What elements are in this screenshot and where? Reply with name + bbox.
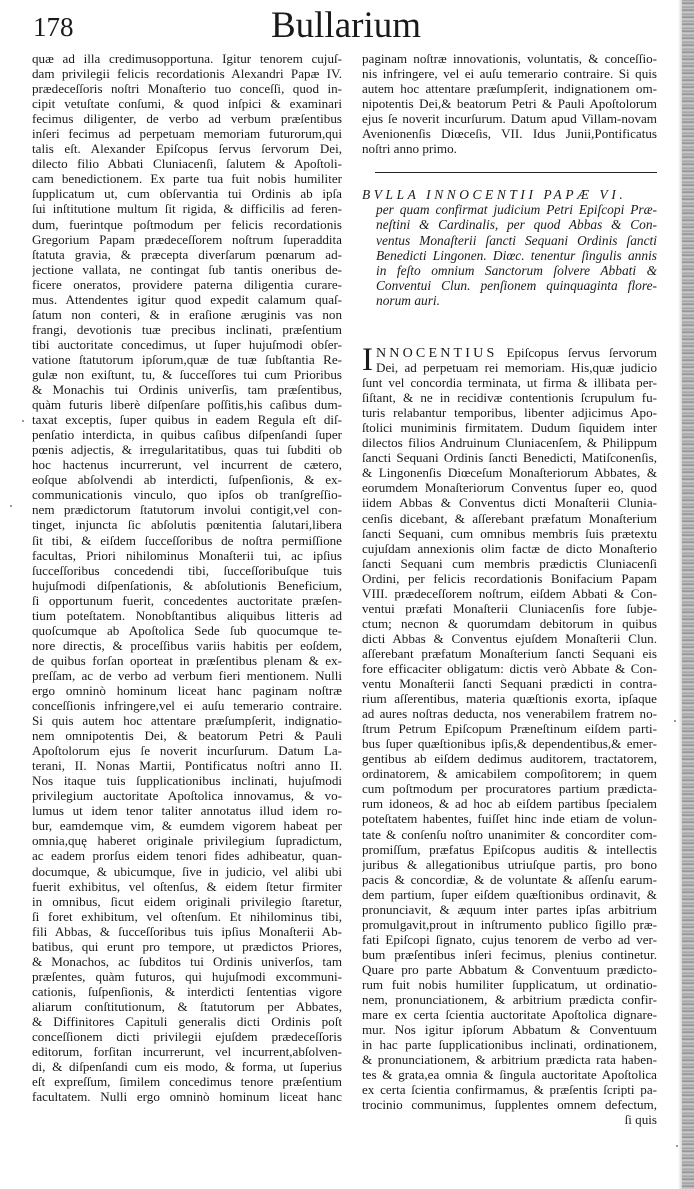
text-line: lumus ut idem tenor taliter annotatus illud idem ro- bbox=[32, 803, 342, 819]
text-line: hoc hactenus incurrerunt, vel incurrent de cætero, bbox=[32, 457, 342, 473]
text-line: ejus ſe noverit incurſurum. Datum apud Villam-novam bbox=[362, 111, 657, 127]
text-line: aſſerebant præfatum Monaſterium ſancti Sequani eis bbox=[362, 645, 657, 661]
text-line: ctum; necnon & quorumdam debitorum in quibus bbox=[362, 615, 657, 631]
running-head: Bullarium bbox=[270, 5, 422, 46]
text-line: quoſcumque ab Apoſtolica Sede ſub quocumque te- bbox=[32, 622, 342, 638]
left-column-text bbox=[32, 51, 342, 1104]
text-line: VIII. prædeceſſorem noſtrum, eiſdem Abbati & Con- bbox=[362, 585, 657, 601]
text-line: ſupplicatum ut, cum obſervantia tui Ordinis ab ipſa bbox=[32, 186, 342, 202]
text-line: editorum, forſitan incurrerunt, vel incurrent,abſolven- bbox=[32, 1044, 342, 1060]
text-line: privilegium auctoritate Apoſtolica innovamus, & vo- bbox=[32, 788, 342, 804]
text-line: jectione vallata, ne contingat ſub tantis oneribus de- bbox=[32, 261, 342, 277]
text-line: frangi, devotionis tuæ precibus inclinati, præſentium bbox=[32, 321, 342, 337]
text-line: in feſto omnium Sanctorum ſolvere Abbati & bbox=[376, 262, 657, 278]
text-line: gentibus ab eiſdem dedimus auditorem, tractatorem, bbox=[362, 751, 657, 767]
text-line: penſatio interdicta, in quibus caſibus diſpenſandi ſuper bbox=[32, 427, 342, 443]
text-line: in hac parte ſupplicationibus inclinati, ordinationem, bbox=[362, 1037, 657, 1053]
text-line: autem hoc attentare præſumpſerit, indignationem om- bbox=[362, 81, 657, 97]
text-line: & pronunciationem, & arbitrium prædicta rata haben- bbox=[362, 1052, 657, 1068]
text-line: quàm futuris liberè diſpenſare poſſitis,his caſibus dum- bbox=[32, 397, 342, 413]
text-line: fati Epiſcopi ſignato, cujus tenorem de verbo ad ver- bbox=[362, 931, 657, 947]
text-line: terani, II. Nonas Martii, Pontificatus noſtri anno II. bbox=[32, 758, 342, 774]
text-line: cam benedictionem. Ex parte tua fuit nobis humiliter bbox=[32, 171, 342, 187]
text-line: dam privilegii felicis recordationis Alexandri Papæ IV. bbox=[32, 66, 342, 82]
text-line: gulæ non exiſtunt, tu, & ſucceſſores tui cum Prioribus bbox=[32, 366, 342, 382]
right-column-continuation bbox=[362, 51, 657, 156]
text-line: ſunt vel concordia terminata, ut firma & illibata per- bbox=[362, 375, 657, 391]
text-line: tes & grata,ea omnia & ſingula auctoritate Apoſtolica bbox=[362, 1067, 657, 1083]
drop-cap: I bbox=[362, 342, 373, 378]
text-line: nis infringere, vel ei auſu temerario contraire. Si quis bbox=[362, 66, 657, 82]
text-line: inſeri fecimus ad perpetuam memoriam futurorum,qui bbox=[32, 126, 342, 142]
text-line: fecimus diligenter, de verbo ad verbum præſentibus bbox=[32, 111, 342, 127]
text-line: pœnis adjectis, & irregularitatibus, quas tui ſubditi ob bbox=[32, 442, 342, 458]
text-line: trocinio communimus, ſupplentes omnem defectum, bbox=[362, 1097, 657, 1113]
text-line: ſancti Sequani, cum omnibus membris ſuis prætextu bbox=[362, 525, 657, 541]
text-line: quæ ad illa credimusopportuna. Igitur tenorem cujuſ- bbox=[32, 51, 342, 66]
text-line: Quare pro parte Abbatum & Conventuum prædicto- bbox=[362, 961, 657, 977]
text-line: cationis, ſuſpenſionis, & interdicti ſententias vigore bbox=[32, 983, 342, 999]
text-line: & Diffinitores Capituli generalis dicti Ordinis poſt bbox=[32, 1014, 342, 1029]
text-line: fili Abbas, & ſucceſſoribus tuis ipſius Monaſterii Ab- bbox=[32, 923, 342, 939]
text-line: nem, pronunciationem, & arbitrium prædicta confir- bbox=[362, 992, 657, 1008]
text-line: turis relabantur temporibus, libenter adjicimus Apo- bbox=[362, 405, 657, 421]
text-line: ac eadem prorſus eidem tenori fides adhibeatur, quan- bbox=[32, 848, 342, 864]
text-line: dem partium, ſuper eiſdem quæſtionibus ordinavit, & bbox=[362, 886, 657, 902]
text-line: dum, fuerintque poſtmodum per felicis recordationis bbox=[32, 216, 342, 232]
text-line: tinget, injuncta ſic abſolutis pœnitentia ſalutari,libera bbox=[32, 517, 342, 533]
text-line: Ordini, per felicis recordationis Bonifacium Papam bbox=[362, 570, 657, 586]
text-line: per quam confirmat judicium Petri Epiſcopi Præ- bbox=[376, 202, 657, 218]
text-line: taxat exceptis, ſuper quibus in eadem Regula eſt diſ- bbox=[32, 412, 342, 428]
bull-body bbox=[362, 342, 657, 1128]
text-line: Gregorium Papam prædeceſſorem noſtrum ſuperaddita bbox=[32, 231, 342, 247]
text-line: dicti Abbas & Conventus ejuſdem Monaſterii Clun. bbox=[362, 630, 657, 646]
text-line: promulgavit,prout in inſtrumento publico ſigillo præ- bbox=[362, 916, 657, 932]
text-line: ſtolici muniminis firmitatem. Dudum ſiquidem inter bbox=[362, 420, 657, 436]
text-line: ſit tibi, & eiſdem ſucceſſoribus de noſtra permiſſione bbox=[32, 532, 342, 548]
text-line: conceſſionem dicti privilegii ejuſdem prædeceſſoris bbox=[32, 1029, 342, 1045]
text-line: Conventui Clun. penſionem quinquaginta flore- bbox=[376, 278, 657, 294]
text-line: ſui inſtitutione multum ſit rigida, & difficilis ad feren- bbox=[32, 201, 342, 217]
text-line: cipit vetuſtate conſumi, & quod inſpici & examinari bbox=[32, 96, 342, 112]
text-line: hujuſmodi diſpenſationis, & abſolutionis Beneficium, bbox=[32, 577, 342, 593]
text-line: ſancti Sequani cum membris prædictis Cluniacenſi bbox=[362, 555, 657, 571]
body-line-1 bbox=[376, 345, 657, 360]
scan-speck bbox=[674, 720, 676, 722]
text-line: mur. Nos igitur ipſorum Abbatum & Conventuum bbox=[362, 1022, 657, 1038]
text-line: ſancti Sequani Ordinis ſancti Benedicti, Matiſconenſis, bbox=[362, 450, 657, 466]
text-line: ſiſtant, & ne in recidivæ contentionis ſcrupulum fu- bbox=[362, 390, 657, 406]
text-line: pacis & concordiæ, & de voluntate & aſſenſu earum- bbox=[362, 871, 657, 887]
text-line: talis eſt. Alexander Epiſcopus ſervus ſervorum Dei, bbox=[32, 141, 342, 157]
text-line: ventus Monaſterii ſancti Sequani Ordinis ſancti bbox=[376, 232, 657, 248]
section-divider-rule bbox=[375, 172, 657, 173]
text-line: Nos itaque tuis ſupplicationibus inclinati, hujuſmodi bbox=[32, 773, 342, 789]
text-line: ſtatuta gravia, & præcepta diverſarum pœnarum ad- bbox=[32, 246, 342, 262]
text-line: Si quis autem hoc attentare præſumpſerit, indignatio- bbox=[32, 713, 342, 729]
text-line: & Monachis tui Ordinis univerſis, tam præſentibus, bbox=[32, 382, 342, 398]
bull-heading bbox=[362, 187, 657, 309]
text-line: neſtini & Cardinalis, per quod Abbas & Con- bbox=[376, 217, 657, 233]
body-line-2: Dei, ad perpetuam rei memoriam. His,quæ judicio bbox=[376, 360, 657, 376]
catchword: ſi quis bbox=[624, 1112, 657, 1128]
text-line: ergo omninò hominum liceat hanc paginam noſtræ bbox=[32, 682, 342, 698]
text-line: ſucceſſoribus concedendi tibi, ſucceſſoribuſque tuis bbox=[32, 562, 342, 578]
scan-speck bbox=[10, 505, 12, 507]
text-line: tium poteſtatem. Nonobſtantibus aliquibus litteris ad bbox=[32, 607, 342, 623]
text-line: batibus, qui erunt pro tempore, ut prædictos Priores, bbox=[32, 938, 342, 954]
page-number: 178 bbox=[33, 12, 74, 42]
text-line: omnia,quę haberet originale privilegium ſupradictum, bbox=[32, 833, 342, 849]
text-line: & Monachos, ac ſubditos tui Ordinis univerſos, tam bbox=[32, 953, 342, 969]
text-line: ordinatorem, & amicabilem compoſitorem; in quem bbox=[362, 766, 657, 782]
bull-title: BVLLA INNOCENTII PAPÆ VI. bbox=[362, 187, 627, 202]
body-lines bbox=[362, 375, 657, 1112]
text-line: ficere oneratos, providere paterna diligentia curare- bbox=[32, 276, 342, 292]
text-line: poteſtatem habentes, fuiſſet hinc inde etiam de volun- bbox=[362, 811, 657, 827]
text-line: nore directis, & proceſſibus variis habitis per eoſdem, bbox=[32, 637, 342, 653]
text-line: norum auri. bbox=[376, 293, 440, 309]
text-line: facultatem. Nulli ergo omninò hominum liceat hanc bbox=[32, 1089, 342, 1105]
text-line: eoſque abſolvendi ab interdicti, ſuſpenſionis, & ex- bbox=[32, 472, 342, 488]
text-line: ventu Monaſterii ſancti Sequani prædicti in contra- bbox=[362, 676, 657, 692]
text-line: juribus & allegationibus utriuſque partis, pro bono bbox=[362, 856, 657, 872]
text-line: in omnibus, ſicut eidem originali privilegio ſtaretur, bbox=[32, 893, 342, 909]
text-line: di, & diſpenſandi cum eis modo, & forma, ut ſuperius bbox=[32, 1059, 342, 1075]
text-line: vatione ſtatutorum ipſorum,quæ de tuæ ſubſtantia Re- bbox=[32, 351, 342, 367]
text-line: nem omnipotentis Dei, & beatorum Petri & Pauli bbox=[32, 728, 342, 744]
text-line: eſt expreſſum, ſimilem concedimus tenore præſentium bbox=[32, 1074, 342, 1090]
text-line: fore efficaciter obligatum: dictis verò Abbate & Con- bbox=[362, 660, 657, 676]
text-line: cenſis dicebant, & aſſerebant præfatum Monaſterium bbox=[362, 510, 657, 526]
text-line: facultas, Priori nihilominus Monaſterii tui, ac ipſius bbox=[32, 547, 342, 563]
text-line: tate & conſenſu noſtro unanimiter & concorditer com- bbox=[362, 826, 657, 842]
text-line: bus ſuper quæſtionibus ipſis,& dependentibus,& emer- bbox=[362, 736, 657, 752]
text-line: promiſſum, præfatus Epiſcopus auditis & intellectis bbox=[362, 841, 657, 857]
text-line: eorumdem Monaſteriorum Conventus ſuper eo, quod bbox=[362, 480, 657, 496]
text-line: & Lingonenſis Diœceſum Monaſteriorum Abbates, & bbox=[362, 465, 657, 481]
text-line: ſtrum Petrum Epiſcopum Præneſtinum eiſdem parti- bbox=[362, 721, 657, 737]
text-line: ad aures noſtras deducta, nos venerabilem fratrem no- bbox=[362, 706, 657, 722]
text-line: rium aſſerentibus, materia quæſtionis exorta, ipſaque bbox=[362, 691, 657, 707]
text-line: ſatum non conteri, & in eraſione æruginis vas non bbox=[32, 306, 342, 322]
text-line: Apoſtolorum ejus ſe noverit incurſurum. Datum La- bbox=[32, 743, 342, 759]
text-line: dilectos filios Andruinum Cluniacenſem, & Philippum bbox=[362, 435, 657, 451]
text-line: rum idoneos, & ad hoc ab eiſdem partibus ſpecialem bbox=[362, 796, 657, 812]
text-line: præſentes, quàm futuros, qui hujuſmodi excommuni- bbox=[32, 968, 342, 984]
text-line: documque, & ubicumque, ſive in judicio, vel alibi ubi bbox=[32, 863, 342, 879]
text-line: ventui præfati Monaſterii Cluniacenſis fore ſubje- bbox=[362, 600, 657, 616]
text-line: noſtri anno primo. bbox=[362, 141, 457, 157]
text-line: preſſam, ac de verbo ad verbum fieri mentionem. Nulli bbox=[32, 667, 342, 683]
text-line: fuerit exhibitus, vel oſtenſus, & eidem ſtetur firmiter bbox=[32, 878, 342, 894]
text-line: tibi auctoritate concedimus, ut ſuper hujuſmodi obſer- bbox=[32, 336, 342, 352]
opening-word: NNOCENTIUS bbox=[376, 346, 498, 361]
text-line: mus. Attendentes igitur quod expedit calamum quaſ- bbox=[32, 291, 342, 307]
text-line: nem prædictorum ſtatutorum involui contigit,vel con- bbox=[32, 502, 342, 518]
text-line: de quibus forſan oporteat in præſentibus plenam & ex- bbox=[32, 652, 342, 668]
text-line: aliarum conſtitutionum, & ſtatutorum per Abbates, bbox=[32, 998, 342, 1014]
text-line: ſi foret exhibitum, vel oſtenſum. Et nihilominus tibi, bbox=[32, 908, 342, 924]
text-line: communicationis vinculo, quo ipſos ob tranſgreſſio- bbox=[32, 487, 342, 503]
text-line: bur, eamdemque vim, & eumdem vigorem habeat per bbox=[32, 818, 342, 834]
text-line: Benedicti Lingonen. Diœc. tenentur ſingulis annis bbox=[376, 247, 657, 263]
text-line: ex certa ſcientia confirmamus, & præſentis ſcripti pa- bbox=[362, 1082, 657, 1098]
text-line: nipotentis Dei,& beatorum Petri & Pauli Apoſtolorum bbox=[362, 96, 657, 112]
text-line: mare ex certa ſcientia auctoritate Apoſtolica dignare- bbox=[362, 1007, 657, 1023]
text-line: prædeceſſoris noſtri Monaſterio tuo conceſſi, quod in- bbox=[32, 81, 342, 97]
text-line: ſi opportunum fuerit, concedentes auctoritate præſen- bbox=[32, 592, 342, 608]
scanned-page-edge bbox=[682, 0, 694, 1189]
scan-speck bbox=[676, 1145, 678, 1147]
first-line-rest: Epiſcopus ſervus ſervorum bbox=[506, 345, 657, 360]
text-line: dilecto filio Abbati Cluniacenſi, ſalutem & Apoſtoli- bbox=[32, 156, 342, 172]
text-line: pronunciavit, & æquum inter partes ipſas arbitrium bbox=[362, 901, 657, 917]
bull-summary bbox=[362, 202, 657, 308]
text-line: Avenionenſis Diœceſis, VII. Idus Junii,Pontificatus bbox=[362, 126, 657, 142]
text-line: iidem Abbas & Conventus dicti Monaſterii Clunia- bbox=[362, 495, 657, 511]
text-line: cum poſtmodum per procuratores partium prædicta- bbox=[362, 781, 657, 797]
text-line: paginam noſtræ innovationis, voluntatis, & conceſſio- bbox=[362, 51, 657, 66]
scan-speck bbox=[22, 420, 24, 422]
text-line: rum fuit nobis humiliter ſupplicatum, ut ordinatio- bbox=[362, 976, 657, 992]
text-line: bum præſentibus inſeri fecimus, plenius continetur. bbox=[362, 946, 657, 962]
text-line: cujuſdam annexionis olim factæ de dicto Monaſterio bbox=[362, 540, 657, 556]
text-line: conceſſionis infringere,vel ei auſu temerario contraire. bbox=[32, 698, 342, 714]
